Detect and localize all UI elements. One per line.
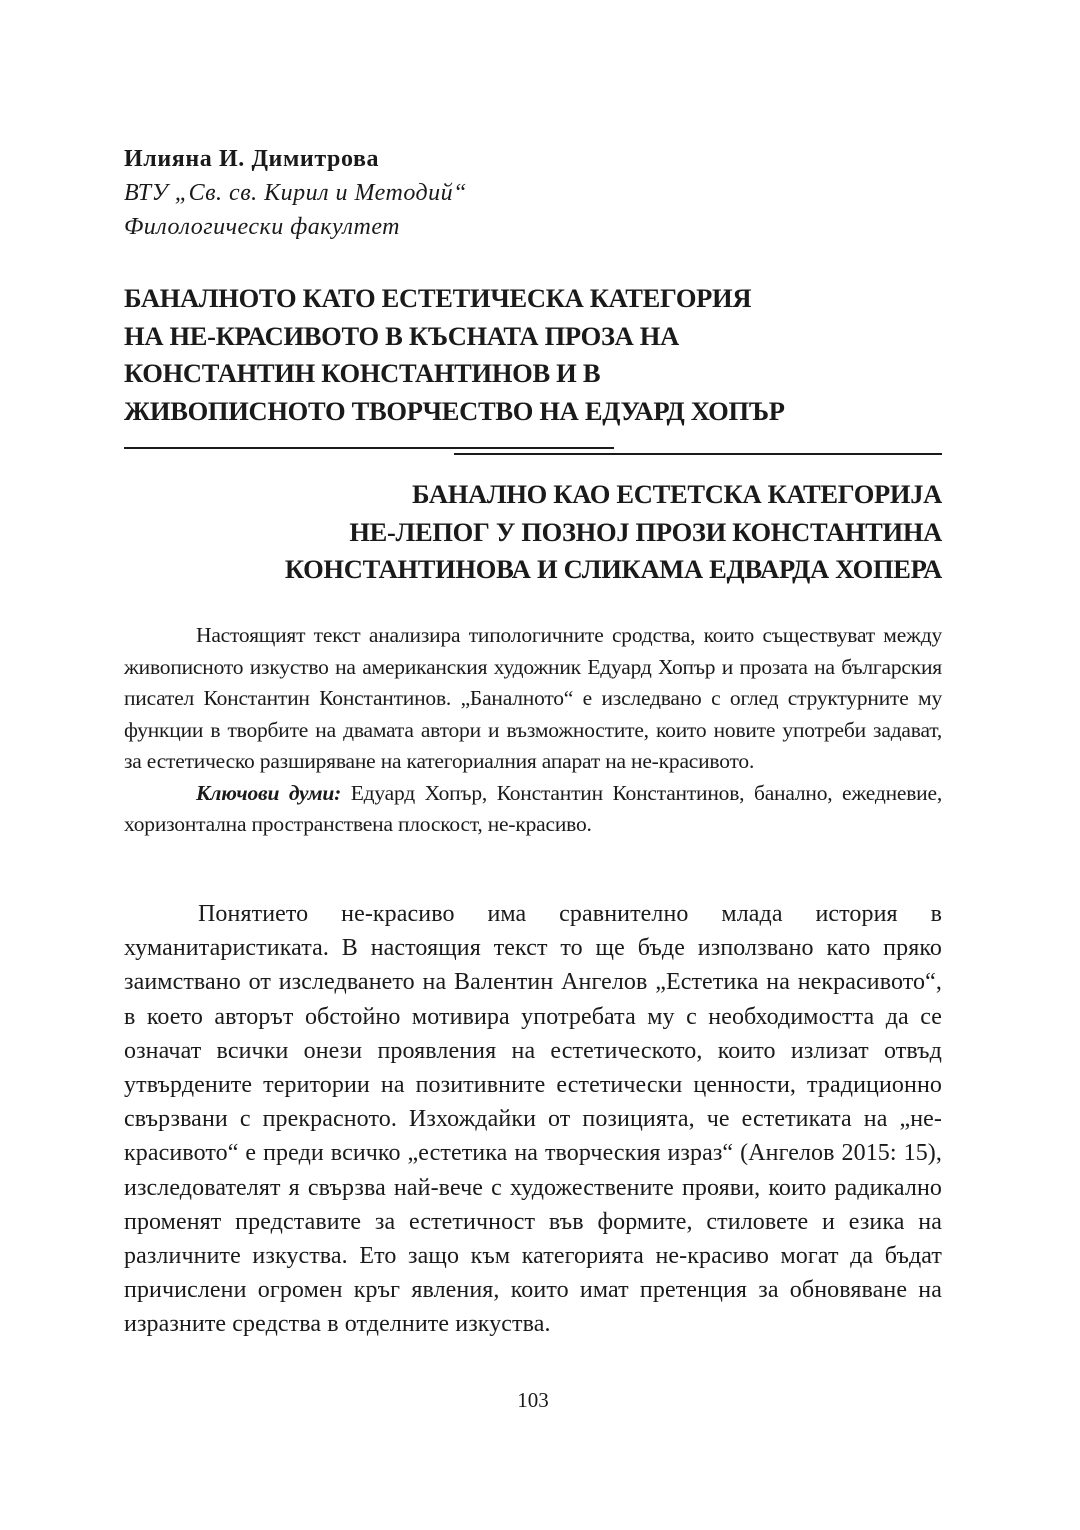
title-divider-right <box>454 453 942 455</box>
page <box>124 0 942 1530</box>
author-name: Илияна И. Димитрова <box>124 146 380 172</box>
title-line: КОНСТАНТИНОВА И СЛИКАМА ЕДВАРДА ХОПЕРА <box>284 554 942 584</box>
title-line: БАНАЛНО КАО ЕСТЕТСКА КАТЕГОРИЈА <box>412 479 942 509</box>
keywords <box>124 778 942 841</box>
body-text <box>124 897 942 1342</box>
title-line: НА НЕ-КРАСИВОТО В КЪСНАТА ПРОЗА НА <box>124 320 679 351</box>
keywords-list: Едуард Хопър, Константин Константинов, банално, ежедневие, хоризонтална пространствена плоскост, не-красиво. <box>124 780 942 836</box>
title-line: НЕ-ЛЕПОГ У ПОЗНОЈ ПРОЗИ КОНСТАНТИНА <box>349 516 942 547</box>
page-number: 103 <box>517 1388 549 1412</box>
body-paragraph: Понятието не-красиво има сравнително млада история в хуманитаристиката. В настоящия текст то ще бъде използвано като пряко заимствано от изследването на Валентин Ангелов „Естетика на некрасивото“, в което авторът обстойно мотивира употребата му с необходимостта да се означат всички онези проявления на естетическото, които излизат отвъд утвърдените територии на позитивните естетически ценности, традиционно свързвани с прекрасното. Изхождайки от позицията, че естетиката на „не-красивото“ е преди всичко „естетика на творческия израз“ (Ангелов 2015: 15), изследователят я свързва най-вече с художествените прояви, които радикално променят представите за естетичност във формите, стиловете и езика на различните изкуства. Ето защо към категорията не-красиво могат да бъдат причислени огромен кръг явления, които имат претенция за обновяване на изразните средства в отделните изкуства. <box>124 901 942 1338</box>
article-title-bulgarian <box>124 280 942 430</box>
title-divider-left <box>124 447 614 449</box>
abstract <box>124 620 942 841</box>
author-block <box>124 142 942 244</box>
abstract-text: Настоящият текст анализира типологичните сродства, които съществуват между живописното изкуство на американския художник Едуард Хопър и прозата на българския писател Константин Константинов. „Баналното“ е изследвано с оглед структурните му функции в творбите на двамата автори и възможностите, които новите употреби задават, за естетическо разширяване на категориалния апарат на не-красивото. <box>124 623 942 773</box>
article-title-serbian <box>124 476 942 589</box>
author-faculty: Филологически факултет <box>124 214 400 240</box>
author-institution: ВТУ „Св. св. Кирил и Методий“ <box>124 180 468 206</box>
title-line: КОНСТАНТИН КОНСТАНТИНОВ И В <box>124 358 601 388</box>
title-line: БАНАЛНОТО КАТО ЕСТЕТИЧЕСКА КАТЕГОРИЯ <box>124 283 752 313</box>
title-line: ЖИВОПИСНОТО ТВОРЧЕСТВО НА ЕДУАРД ХОПЪР <box>124 395 785 426</box>
keywords-label: Ключови думи: <box>196 780 342 805</box>
